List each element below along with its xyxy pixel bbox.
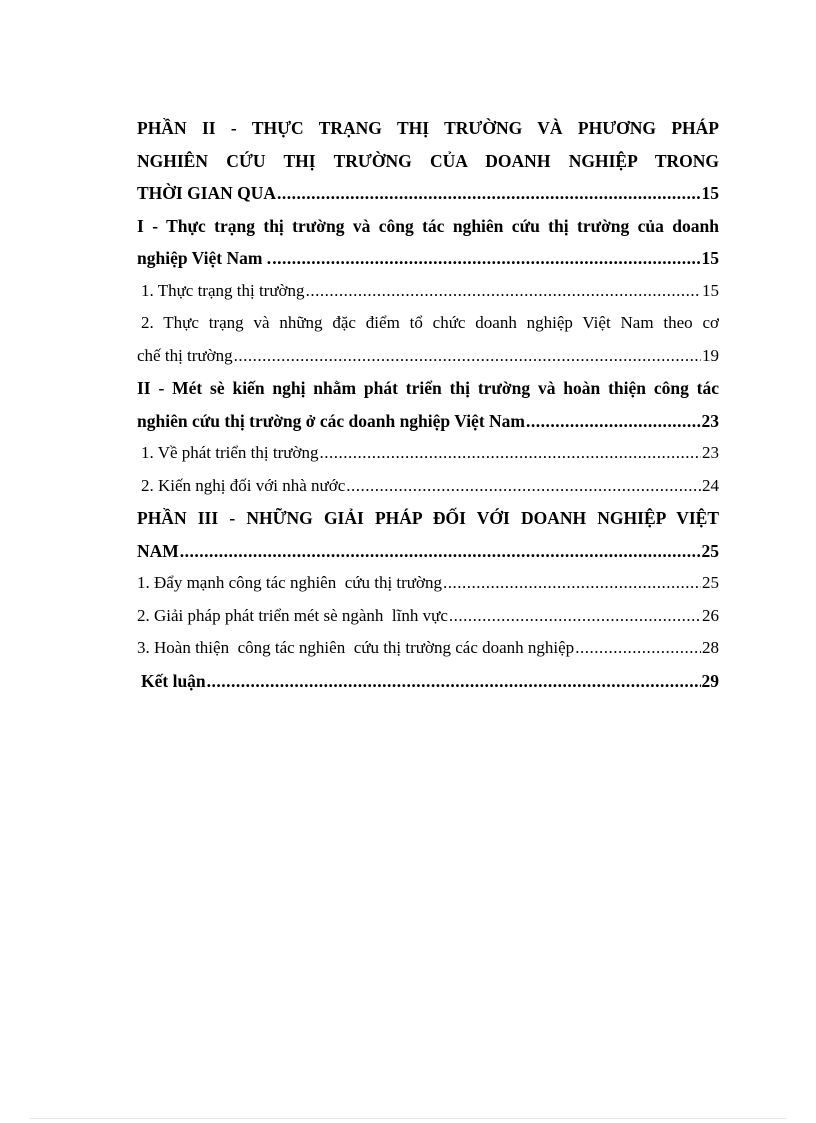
toc-item1-2-title-line1: 2. Thực trạng và những đặc điểm tổ chức doanh nghiệp Việt Nam theo cơ <box>141 313 719 332</box>
toc-entry-section1[interactable] <box>137 242 719 275</box>
toc-section1-title-line1: I - Thực trạng thị trường và công tác nghiên cứu thị trường của doanh <box>137 215 719 236</box>
toc-page-number: 15 <box>701 183 719 203</box>
toc-item-title: 1. Đẩy mạnh công tác nghiên cứu thị trường <box>137 573 443 592</box>
toc-entry-part2[interactable] <box>137 177 719 210</box>
toc-part2-title-line1: PHẦN II - THỰC TRẠNG THỊ TRƯỜNG VÀ PHƯƠNG PHÁP <box>137 118 719 138</box>
leader-dots <box>306 275 701 308</box>
toc-page-number: 23 <box>702 443 719 462</box>
toc-entry-part3[interactable] <box>137 535 719 568</box>
toc-entry-item2-1[interactable] <box>137 437 719 470</box>
toc-section2-title-line1: II - Mét sè kiến nghị nhằm phát triển thị trường và hoàn thiện công tác <box>137 378 719 398</box>
leader-dots <box>277 177 700 210</box>
toc-part3-title-line1: PHẦN III - NHỮNG GIẢI PHÁP ĐỐI VỚI DOANH NGHIỆP VIỆT <box>137 508 719 528</box>
toc-page-number: 23 <box>701 410 719 431</box>
toc-page-number: 26 <box>702 605 719 625</box>
leader-dots <box>575 632 701 665</box>
toc-item1-2-title-line2: chế thị trường <box>137 345 233 365</box>
leader-dots <box>319 437 701 470</box>
leader-dots <box>449 600 701 633</box>
toc-part3-title-line2: NAM <box>137 540 179 561</box>
leader-dots <box>272 242 700 275</box>
toc-page-number: 15 <box>701 248 719 268</box>
toc-entry-conclusion[interactable] <box>137 665 719 698</box>
toc-part2-title-line2: NGHIÊN CỨU THỊ TRƯỜNG CỦA DOANH NGHIỆP TRONG <box>137 150 719 171</box>
toc-item-title: 3. Hoàn thiện công tác nghiên cứu thị trường các doanh nghiệp <box>137 638 575 657</box>
toc-entry-item1-1[interactable] <box>137 275 719 308</box>
toc-entry-item3-3[interactable] <box>137 632 719 665</box>
toc-item-title: 1. Về phát triển thị trường <box>141 443 319 462</box>
toc-page-number: 15 <box>702 280 719 300</box>
toc-page-number: 24 <box>702 475 719 495</box>
leader-dots <box>234 340 701 373</box>
toc-entry-section2[interactable] <box>137 405 719 438</box>
leader-dots <box>443 567 701 600</box>
toc-page-number: 28 <box>702 638 719 657</box>
leader-dots <box>180 535 701 568</box>
toc-page-number: 25 <box>702 573 719 592</box>
leader-dots <box>207 665 701 698</box>
toc-conclusion-title: Kết luận <box>141 670 206 691</box>
toc-item-title: 1. Thực trạng thị trường <box>141 280 305 300</box>
toc-page-number: 25 <box>701 540 719 561</box>
leader-dots <box>346 470 701 503</box>
toc-page-number: 29 <box>701 670 719 691</box>
toc-entry-item3-2[interactable] <box>137 600 719 633</box>
toc-part2-title-line3: THỜI GIAN QUA <box>137 183 277 203</box>
toc-section2-title-line2: nghiên cứu thị trường ở các doanh nghiệp Việt Nam <box>137 410 525 431</box>
toc-item-title: 2. Kiến nghị đối với nhà nước <box>141 475 346 495</box>
toc-section1-title-line2: nghiệp Việt Nam . <box>137 248 272 268</box>
leader-dots <box>526 405 701 438</box>
toc-entry-item2-2[interactable] <box>137 470 719 503</box>
table-of-contents <box>137 112 719 697</box>
toc-item-title: 2. Giải pháp phát triển mét sè ngành lĩnh vực <box>137 605 448 625</box>
toc-entry-item3-1[interactable] <box>137 567 719 600</box>
toc-page-number: 19 <box>702 345 719 365</box>
toc-entry-item1-2[interactable] <box>137 340 719 373</box>
page-bottom-divider <box>30 1118 786 1119</box>
